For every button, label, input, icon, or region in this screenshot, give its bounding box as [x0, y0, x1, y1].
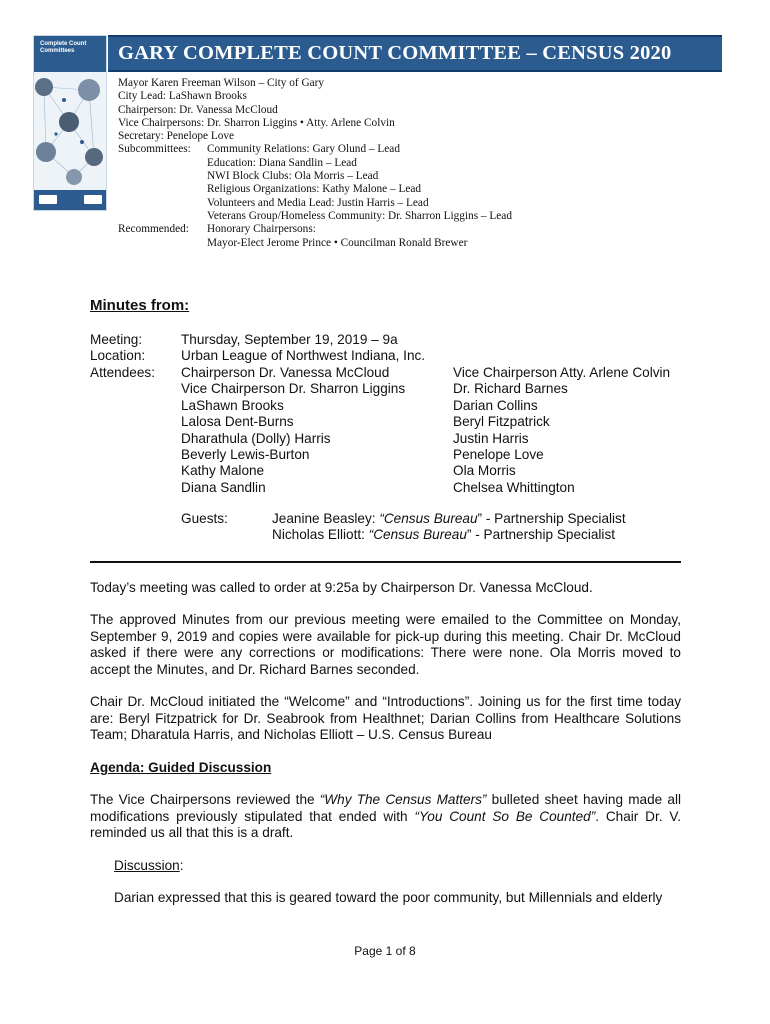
attendee: Chelsea Whittington: [453, 479, 575, 495]
chairperson-line: Chairperson: Dr. Vanessa McCloud: [118, 103, 278, 116]
meeting-label: Meeting:: [90, 332, 143, 347]
attendee: Lalosa Dent-Burns: [181, 414, 294, 430]
cover-portrait-4: [36, 142, 56, 162]
agenda-heading: Agenda: Guided Discussion: [90, 760, 272, 775]
guests-label: Guests:: [181, 511, 228, 526]
guest-role: ” - Partnership Specialist: [466, 527, 616, 543]
cover-header: [34, 36, 106, 72]
attendee: Vice Chairperson Dr. Sharron Liggins: [181, 381, 406, 397]
attendee: Beryl Fitzpatrick: [453, 414, 550, 430]
cover-portrait-5: [85, 148, 103, 166]
attendee: Justin Harris: [453, 430, 529, 446]
cover-portrait-1: [35, 78, 53, 96]
attendees-label: Attendees:: [90, 364, 155, 380]
header-banner: [108, 35, 722, 72]
attendees-list-left: [181, 365, 405, 496]
vice-chairs-line: Vice Chairpersons: Dr. Sharron Liggins • Atty. Arlene Colvin: [118, 116, 395, 129]
review-quote-1: “Why The Census Matters”: [319, 792, 487, 807]
guest-role: ” - Partnership Specialist: [477, 511, 626, 526]
subcommittees-label: Subcommittees:: [118, 143, 191, 156]
guest-entry: [272, 511, 626, 527]
subcommittee-item: Community Relations: Gary Olund – Lead: [207, 143, 400, 156]
partner-logo: [84, 195, 102, 204]
attendee: Dharathula (Dolly) Harris: [181, 430, 331, 446]
recommended-item: Mayor-Elect Jerome Prince • Councilman Ronald Brewer: [207, 236, 468, 249]
review-paragraph: [90, 792, 681, 842]
attendee: Penelope Love: [453, 447, 544, 463]
discussion-paragraph: Darian expressed that this is geared toward the poor community, but Millennials and elderly: [114, 890, 663, 905]
attendee: Ola Morris: [453, 463, 516, 479]
guests-list: [272, 511, 626, 544]
subcommittee-row: [118, 143, 512, 156]
attendee: Vice Chairperson Atty. Arlene Colvin: [453, 365, 671, 380]
cover-portrait-6: [66, 169, 82, 185]
secretary-line: Secretary: Penelope Love: [118, 130, 235, 143]
minutes-heading: Minutes from:: [90, 297, 190, 314]
attendee: Beverly Lewis-Burton: [181, 447, 310, 463]
cover-portrait-3: [59, 112, 79, 132]
attendee: Kathy Malone: [181, 463, 265, 479]
cover-portrait-2: [78, 79, 100, 101]
recommended-row: [118, 223, 512, 236]
mayor-line: Mayor Karen Freeman Wilson – City of Gary: [118, 77, 325, 89]
attendee: Dr. Richard Barnes: [453, 381, 568, 397]
census-logo: [39, 195, 57, 204]
guest-org: “Census Bureau: [368, 527, 467, 543]
cover-footer: [34, 190, 106, 210]
cover-network-graphic: [34, 72, 107, 192]
call-to-order-paragraph: Today’s meeting was called to order at 9:25a by Chairperson Dr. Vanessa McCloud.: [90, 580, 593, 595]
subcommittee-item: NWI Block Clubs: Ola Morris – Lead: [207, 170, 379, 183]
document-title: GARY COMPLETE COUNT COMMITTEE – CENSUS 2020: [118, 42, 672, 64]
recommended-label: Recommended:: [118, 223, 189, 236]
attendee: LaShawn Brooks: [181, 397, 284, 413]
guest-name: Nicholas Elliott:: [272, 527, 369, 543]
attendees-list-right: [453, 365, 670, 496]
discussion-heading: [114, 858, 184, 873]
meeting-value: Thursday, September 19, 2019 – 9a: [181, 332, 398, 347]
page-number: Page 1 of 8: [354, 944, 416, 958]
section-divider: [90, 561, 681, 563]
review-text-1: The Vice Chairpersons reviewed the: [90, 792, 320, 807]
cover-title-line1: Complete Count: [40, 41, 87, 47]
attendee: Diana Sandlin: [181, 479, 266, 495]
discussion-colon: :: [179, 858, 184, 873]
minutes-approval-paragraph: The approved Minutes from our previous meeting were emailed to the Committee on Monday, September 9, 2019 and copies were available for pick-up during this meeting. Chair Dr. McCloud asked if there were any corrections or modifications: There were none. Ola Morris moved to accept the Minutes, and Dr. Richard Barnes seconded.: [90, 612, 681, 677]
review-text-3: . Chair Dr. V. reminded us all that this is a draft.: [90, 808, 681, 841]
guest-name: Jeanine Beasley:: [272, 511, 380, 526]
review-quote-2: “You Count So Be Counted”: [414, 808, 596, 824]
review-text-2: bulleted sheet having made all modifications previously stipulated that ended with: [90, 792, 682, 824]
location-value: Urban League of Northwest Indiana, Inc.: [181, 348, 426, 364]
attendee: Chairperson Dr. Vanessa McCloud: [181, 365, 390, 380]
subcommittee-item: Veterans Group/Homeless Community: Dr. Sharron Liggins – Lead: [207, 209, 512, 222]
guest-entry: [272, 527, 626, 543]
recommended-item: Honorary Chairpersons:: [207, 223, 316, 236]
subcommittee-item: Volunteers and Media Lead: Justin Harris – Lead: [207, 196, 429, 209]
cover-title-line2: Committees: [40, 48, 75, 54]
discussion-label: Discussion: [114, 858, 180, 873]
subcommittee-item: Education: Diana Sandlin – Lead: [207, 156, 357, 169]
city-lead-line: City Lead: LaShawn Brooks: [118, 90, 247, 103]
subcommittee-item: Religious Organizations: Kathy Malone – Lead: [207, 183, 422, 196]
introductions-paragraph: Chair Dr. McCloud initiated the “Welcome” and “Introductions”. Joining us for the first time today are: Beryl Fitzpatrick for Dr. Seabrook from Healthnet; Darian Collins from Healthcare Solutions Team; Dharatula Harris, and Nicholas Elliott – U.S. Census Bureau: [90, 694, 681, 743]
attendee: Darian Collins: [453, 397, 538, 413]
cover-thumbnail: [33, 35, 107, 211]
guest-org: “Census Bureau: [379, 511, 478, 526]
location-label: Location:: [90, 348, 146, 364]
officers-block: [118, 77, 512, 250]
